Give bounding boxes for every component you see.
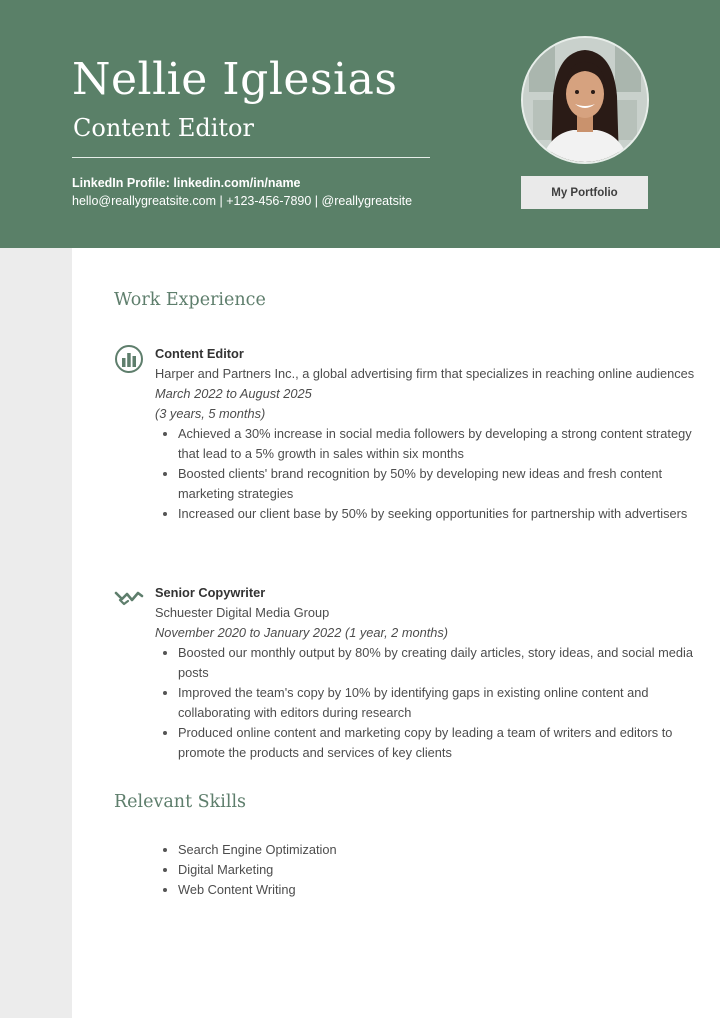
header-divider	[72, 157, 430, 158]
profile-photo	[521, 36, 649, 164]
list-item: Improved the team's copy by 10% by identifying gaps in existing online content and collaborating with editors during research	[161, 683, 695, 723]
job-achievements	[161, 643, 695, 763]
list-item: Increased our client base by 50% by seeking opportunities for partnership with advertisers	[161, 504, 695, 524]
job-title: Senior Copywriter	[155, 585, 266, 600]
candidate-name: Nellie Iglesias	[72, 54, 398, 105]
profile-photo-illustration	[523, 38, 647, 162]
list-item: Achieved a 30% increase in social media followers by developing a strong content strategy that lead to a 5% growth in sales within six months	[161, 424, 695, 464]
job-company: Schuester Digital Media Group	[155, 605, 330, 620]
list-item: Boosted our monthly output by 80% by creating daily articles, story ideas, and social media posts	[161, 643, 695, 683]
list-item: Web Content Writing	[161, 880, 641, 900]
contact-line[interactable]: hello@reallygreatsite.com | +123-456-7890 | @reallygreatsite	[72, 194, 413, 208]
linkedin-profile[interactable]: LinkedIn Profile: linkedin.com/in/name	[72, 176, 301, 190]
list-item: Produced online content and marketing copy by leading a team of writers and editors to promote the products and services of key clients	[161, 723, 695, 763]
list-item: Digital Marketing	[161, 860, 641, 880]
building-chart-icon	[114, 344, 144, 374]
relevant-skills-heading: Relevant Skills	[114, 792, 247, 812]
portfolio-button[interactable]: My Portfolio	[521, 176, 648, 209]
list-item: Search Engine Optimization	[161, 840, 641, 860]
job-title: Content Editor	[155, 346, 244, 361]
job-dates: March 2022 to August 2025	[155, 386, 312, 401]
job-details	[155, 583, 695, 763]
job-achievements	[161, 424, 695, 524]
job-company: Harper and Partners Inc., a global advertising firm that specializes in reaching online audiences	[155, 366, 695, 381]
job-entry	[114, 344, 694, 564]
job-details	[155, 344, 695, 524]
skills-list	[161, 840, 641, 900]
resume-body	[72, 248, 720, 1018]
job-duration: (3 years, 5 months)	[155, 406, 266, 421]
wave-icon	[114, 583, 144, 613]
work-experience-heading: Work Experience	[114, 290, 266, 310]
candidate-role: Content Editor	[73, 114, 254, 142]
header-band	[0, 0, 720, 248]
job-entry	[114, 583, 694, 763]
job-dates: November 2020 to January 2022 (1 year, 2 months)	[155, 625, 449, 640]
list-item: Boosted clients' brand recognition by 50% by developing new ideas and fresh content marketing strategies	[161, 464, 695, 504]
